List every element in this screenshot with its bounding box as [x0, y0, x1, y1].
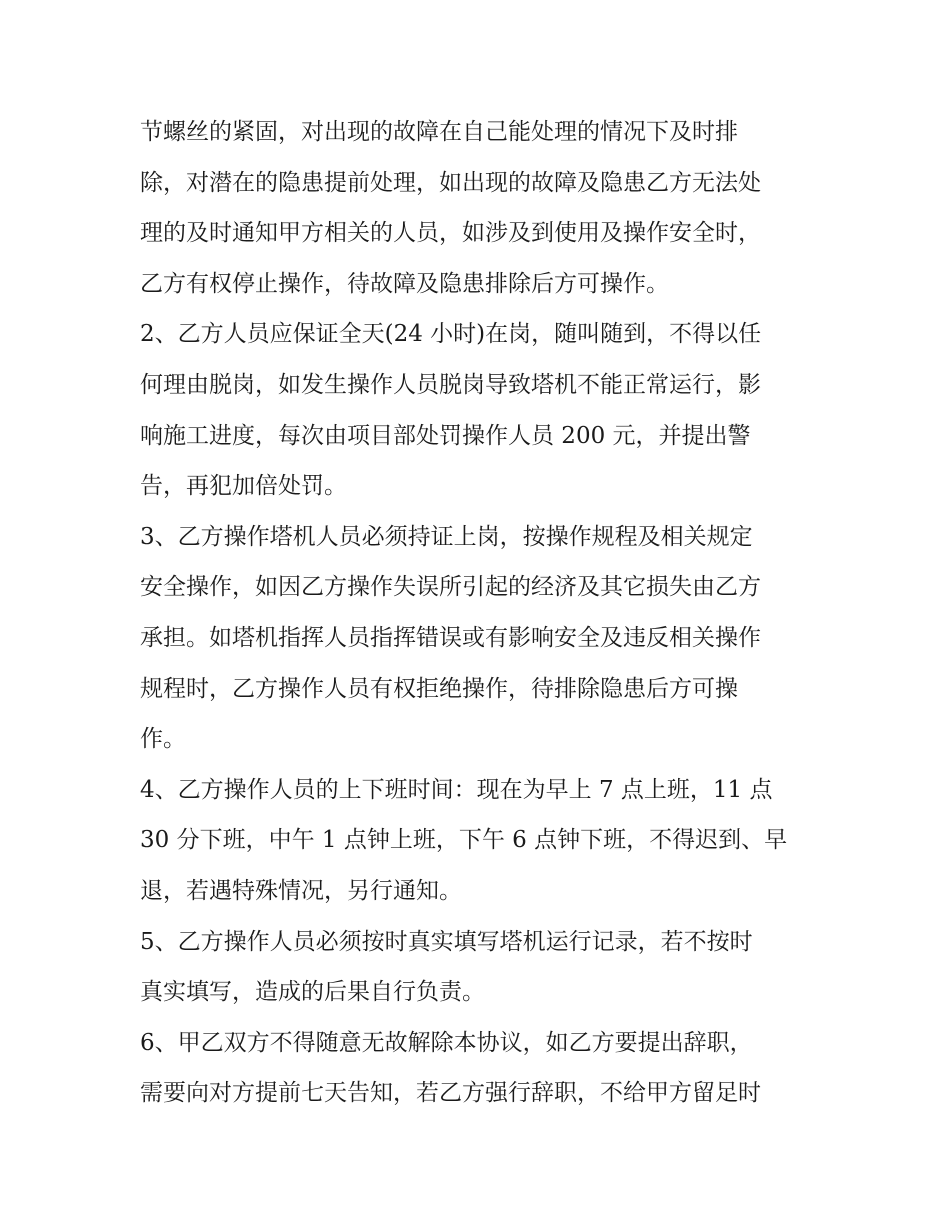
text-line: 需要向对方提前七天告知，若乙方强行辞职，不给甲方留足时	[140, 1080, 761, 1107]
text-line: 承担。如塔机指挥人员指挥错误或有影响安全及违反相关操作	[140, 624, 761, 651]
text-line: 5、乙方操作人员必须按时真实填写塔机运行记录，若不按时	[140, 928, 753, 955]
text-line: 真实填写，造成的后果自行负责。	[140, 979, 485, 1006]
text-line: 乙方有权停止操作，待故障及隐患排除后方可操作。	[140, 270, 669, 297]
text-line: 理的及时通知甲方相关的人员，如涉及到使用及操作安全时，	[140, 220, 761, 247]
text-line: 3、乙方操作塔机人员必须持证上岗，按操作规程及相关规定	[140, 523, 753, 550]
text-line: 30 分下班，中午 1 点钟上班，下午 6 点钟下班，不得迟到、早	[140, 827, 788, 854]
text-line: 6、甲乙双方不得随意无故解除本协议，如乙方要提出辞职，	[140, 1029, 753, 1056]
text-line: 除，对潜在的隐患提前处理，如出现的故障及隐患乙方无法处	[140, 169, 761, 196]
document-body	[140, 107, 820, 1119]
text-line: 响施工进度，每次由项目部处罚操作人员 200 元，并提出警	[140, 422, 751, 449]
text-line: 2、乙方人员应保证全天(24 小时)在岗，随叫随到，不得以任	[140, 321, 762, 348]
text-line: 作。	[140, 726, 186, 753]
text-line: 节螺丝的紧固，对出现的故障在自己能处理的情况下及时排	[140, 119, 738, 145]
text-line: 告，再犯加倍处罚。	[140, 473, 347, 500]
text-line: 何理由脱岗，如发生操作人员脱岗导致塔机不能正常运行，影	[140, 371, 761, 398]
text-line: 4、乙方操作人员的上下班时间：现在为早上 7 点上班，11 点	[140, 776, 773, 803]
text-line: 规程时，乙方操作人员有权拒绝操作，待排除隐患后方可操	[140, 675, 738, 702]
text-line: 退，若遇特殊情况，另行通知。	[140, 877, 462, 904]
text-line: 安全操作，如因乙方操作失误所引起的经济及其它损失由乙方	[140, 574, 761, 601]
